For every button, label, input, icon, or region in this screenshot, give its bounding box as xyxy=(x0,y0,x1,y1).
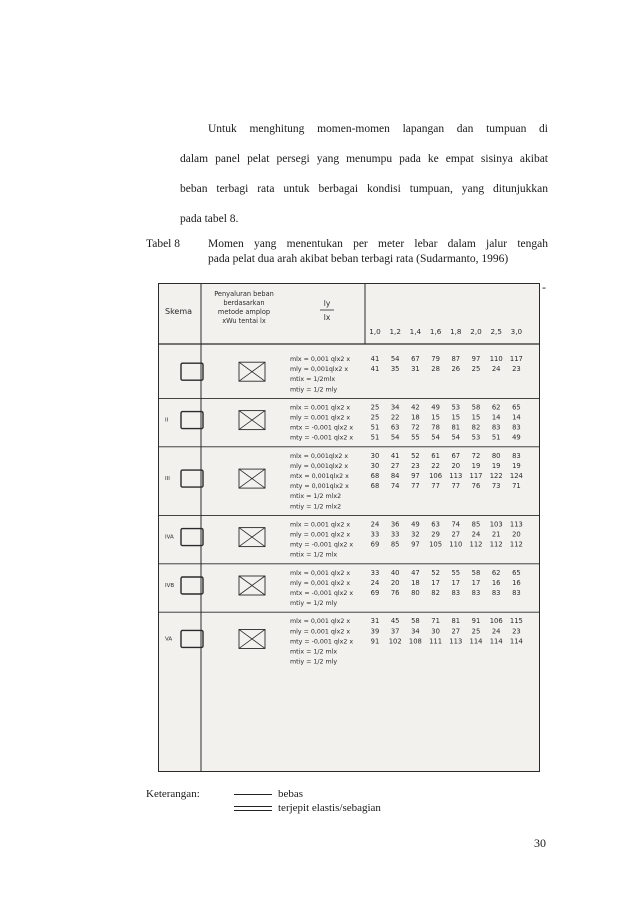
legend-label: Keterangan: xyxy=(146,788,200,800)
table-value: 83 xyxy=(512,423,521,432)
schema-roman-label: III xyxy=(165,476,170,483)
table-value: 58 xyxy=(411,617,420,626)
table-value: 24 xyxy=(370,578,380,587)
table-value: 15 xyxy=(471,413,481,422)
table-value: 81 xyxy=(451,423,461,432)
table-value: 21 xyxy=(491,530,501,539)
formula-text: mtiy = 1/2 mly xyxy=(290,386,338,394)
formula-text: mlx = 0,001 qlx2 x xyxy=(290,618,351,626)
table-value: 55 xyxy=(411,433,420,442)
table-value: 114 xyxy=(469,637,483,646)
table-value: 22 xyxy=(390,413,400,422)
table-value: 14 xyxy=(512,413,521,422)
table-value: 69 xyxy=(370,589,380,597)
table-value: 17 xyxy=(471,578,481,587)
table-value: 51 xyxy=(370,423,380,432)
table-value: 15 xyxy=(451,413,461,422)
table-value: 42 xyxy=(411,403,420,412)
table-value: 26 xyxy=(451,365,461,374)
table-value: 24 xyxy=(491,627,501,636)
table-value: 80 xyxy=(491,451,501,460)
table-value: 17 xyxy=(431,578,440,587)
table-value: 47 xyxy=(411,568,420,577)
table-value: 20 xyxy=(451,461,461,470)
table-value: 30 xyxy=(431,627,440,636)
header-distribution-line: Penyaluran beban xyxy=(214,290,274,298)
table-value: 14 xyxy=(491,413,501,422)
paragraph-line: beban terbagi rata untuk berbagai kondisi tumpuan, yang ditunjukkan xyxy=(180,183,548,195)
table-value: 51 xyxy=(370,433,380,442)
schema-roman-label: VA xyxy=(165,636,173,643)
table-value: 35 xyxy=(390,365,400,374)
panel-sketch xyxy=(181,412,203,429)
formula-text: mlx = 0,001 qlx2 x xyxy=(290,521,351,529)
schema-roman-label: II xyxy=(165,417,169,424)
table-value: 41 xyxy=(370,355,380,363)
table-value: 72 xyxy=(411,423,420,432)
table-value: 80 xyxy=(411,589,420,597)
table-value: 33 xyxy=(370,530,380,539)
formula-text: mty = -0,001 qlx2 x xyxy=(290,638,354,646)
panel-sketch xyxy=(181,470,203,487)
table-value: 73 xyxy=(491,482,501,491)
formula-text: mly = 0,001 qlx2 x xyxy=(290,531,351,539)
table-value: 20 xyxy=(390,578,400,587)
table-value: 49 xyxy=(431,403,440,412)
table-value: 27 xyxy=(451,530,461,539)
table-value: 34 xyxy=(411,627,420,636)
stray-mark: - xyxy=(542,280,546,294)
table-value: 52 xyxy=(411,451,420,460)
table-value: 71 xyxy=(512,482,521,491)
table-value: 84 xyxy=(390,472,400,480)
table-value: 23 xyxy=(512,627,521,636)
header-ratio-value: 1,4 xyxy=(409,327,422,336)
table-caption-line: pada pelat dua arah akibat beban terbagi rata (Sudarmanto, 1996) xyxy=(208,253,509,265)
formula-text: mty = 0,001qlx2 x xyxy=(290,483,349,491)
table-value: 22 xyxy=(431,461,440,470)
table-value: 53 xyxy=(471,433,481,442)
formula-text: mtix = 1/2 mlx xyxy=(290,648,338,656)
table-value: 72 xyxy=(471,451,481,460)
table-value: 30 xyxy=(370,461,380,470)
table-value: 112 xyxy=(469,540,483,549)
table-value: 65 xyxy=(512,403,521,412)
table-value: 58 xyxy=(471,403,481,412)
table-value: 76 xyxy=(390,589,400,597)
formula-text: mtix = 1/2mlx xyxy=(290,376,336,384)
header-ratio-value: 1,2 xyxy=(389,327,401,336)
page-number: 30 xyxy=(534,836,546,850)
table-value: 18 xyxy=(411,413,420,422)
envelope-diagonals xyxy=(239,629,265,648)
table-value: 23 xyxy=(411,461,420,470)
table-value: 97 xyxy=(411,540,420,549)
header-ratio-value: 2,5 xyxy=(490,327,502,336)
panel-sketch xyxy=(181,630,203,647)
legend-item-text: terjepit elastis/sebagian xyxy=(278,802,381,814)
formula-text: mlx = 0,001 qlx2 x xyxy=(290,569,351,577)
table-value: 28 xyxy=(431,365,440,374)
panel-sketch xyxy=(181,363,203,380)
table-value: 77 xyxy=(431,482,440,491)
schema-roman-label: IVA xyxy=(165,534,174,541)
table-value: 63 xyxy=(431,520,440,529)
table-value: 71 xyxy=(431,617,440,626)
table-value: 24 xyxy=(370,520,380,529)
table-value: 19 xyxy=(512,461,521,470)
header-ratio-top: ly xyxy=(323,299,331,308)
table-value: 55 xyxy=(451,568,461,577)
table-value: 114 xyxy=(509,637,523,646)
formula-text: mtx = -0,001 qlx2 x xyxy=(290,590,354,597)
header-schema: Skema xyxy=(165,307,193,316)
table-value: 31 xyxy=(370,617,380,626)
table-caption-label: Tabel 8 xyxy=(146,238,181,250)
table-value: 54 xyxy=(451,433,461,442)
formula-text: mtiy = 1/2 mly xyxy=(290,658,338,666)
formula-text: mly = 0,001 qlx2 x xyxy=(290,579,351,587)
table-value: 65 xyxy=(512,568,521,577)
table-value: 83 xyxy=(471,589,481,597)
formula-text: mlx = 0,001 qlx2 x xyxy=(290,404,351,412)
table-value: 83 xyxy=(512,451,521,460)
table-value: 23 xyxy=(512,365,521,374)
paragraph-line: dalam panel pelat persegi yang menumpu pada ke empat sisinya akibat xyxy=(180,153,548,165)
table-value: 20 xyxy=(512,530,521,539)
table-value: 91 xyxy=(471,617,481,626)
table-value: 17 xyxy=(451,578,461,587)
table-value: 61 xyxy=(431,451,440,460)
table-value: 97 xyxy=(411,472,420,480)
table-value: 58 xyxy=(471,568,481,577)
table-value: 83 xyxy=(512,589,521,597)
table-value: 82 xyxy=(431,589,440,597)
table-value: 108 xyxy=(408,637,422,646)
header-ratio-value: 1,6 xyxy=(429,327,442,336)
formula-text: mly = 0,001qlx2 x xyxy=(290,366,349,374)
table-value: 25 xyxy=(370,403,380,412)
header-ratio-value: 1,8 xyxy=(450,327,462,336)
table-value: 54 xyxy=(390,433,400,442)
table-value: 91 xyxy=(370,637,380,646)
table-value: 32 xyxy=(411,530,420,539)
header-distribution-line: xWu tentai lx xyxy=(222,317,266,325)
table-value: 74 xyxy=(390,482,400,491)
table-value: 18 xyxy=(411,578,420,587)
table-value: 31 xyxy=(411,365,420,374)
table-value: 106 xyxy=(429,472,443,480)
schema-roman-label: IVB xyxy=(165,583,175,589)
table-value: 16 xyxy=(512,578,521,587)
moment-table-svg xyxy=(159,284,539,771)
table-value: 85 xyxy=(390,540,400,549)
table-value: 77 xyxy=(411,482,420,491)
table-value: 45 xyxy=(390,617,400,626)
table-value: 106 xyxy=(489,617,503,626)
double-line-symbol xyxy=(234,806,272,811)
table-value: 85 xyxy=(471,520,481,529)
table-value: 49 xyxy=(411,520,420,529)
table-value: 83 xyxy=(491,589,501,597)
table-value: 19 xyxy=(491,461,501,470)
formula-text: mly = 0,001 qlx2 x xyxy=(290,628,351,636)
table-value: 24 xyxy=(471,530,481,539)
envelope-diagonals xyxy=(239,528,265,547)
panel-sketch xyxy=(181,529,203,546)
table-value: 40 xyxy=(390,568,400,577)
table-value: 69 xyxy=(370,540,380,549)
table-value: 83 xyxy=(451,589,461,597)
envelope-diagonals xyxy=(239,411,265,430)
header-distribution-line: berdasarkan xyxy=(223,299,265,307)
table-value: 77 xyxy=(451,482,461,491)
scanned-moment-table xyxy=(158,283,540,772)
table-value: 25 xyxy=(370,413,380,422)
table-value: 102 xyxy=(388,637,402,646)
table-value: 113 xyxy=(509,520,523,529)
formula-text: mtix = 1/2 mlx2 xyxy=(290,493,342,501)
table-value: 115 xyxy=(509,617,523,626)
table-value: 112 xyxy=(489,540,503,549)
formula-text: mlx = 0,001qlx2 x xyxy=(290,452,349,460)
table-value: 54 xyxy=(390,355,400,363)
table-value: 111 xyxy=(429,637,443,646)
table-caption-line: Momen yang menentukan per meter lebar dalam jalur tengah xyxy=(208,238,548,250)
table-value: 36 xyxy=(390,520,400,529)
table-value: 41 xyxy=(370,365,380,374)
table-value: 62 xyxy=(491,403,501,412)
formula-text: mtiy = 1/2 mlx2 xyxy=(290,503,342,511)
table-value: 16 xyxy=(491,578,501,587)
table-value: 114 xyxy=(489,637,503,646)
table-value: 33 xyxy=(370,568,380,577)
formula-text: mty = -0,001 qlx2 x xyxy=(290,434,354,442)
table-value: 124 xyxy=(509,472,523,480)
table-value: 76 xyxy=(471,482,481,491)
table-value: 74 xyxy=(451,520,461,529)
table-value: 110 xyxy=(449,540,463,549)
table-value: 117 xyxy=(469,472,483,480)
table-value: 83 xyxy=(491,423,501,432)
panel-sketch xyxy=(181,577,203,594)
table-caption-text xyxy=(208,237,548,267)
header-ratio-value: 1,0 xyxy=(369,327,381,336)
header-ratio-value: 2,0 xyxy=(470,327,482,336)
envelope-diagonals xyxy=(239,362,265,381)
table-value: 53 xyxy=(451,403,461,412)
table-value: 117 xyxy=(509,355,523,363)
table-value: 79 xyxy=(431,355,440,363)
table-value: 78 xyxy=(431,423,440,432)
table-value: 113 xyxy=(449,637,463,646)
table-value: 68 xyxy=(370,472,380,480)
table-value: 33 xyxy=(390,530,400,539)
formula-text: mlx = 0,001 qlx2 x xyxy=(290,356,351,363)
table-value: 81 xyxy=(451,617,461,626)
formula-text: mly = 0,001qlx2 x xyxy=(290,462,349,470)
table-value: 27 xyxy=(390,461,400,470)
table-value: 112 xyxy=(509,540,523,549)
paragraph-line: Untuk menghitung momen-momen lapangan dan tumpuan di xyxy=(208,123,548,135)
table-value: 39 xyxy=(370,627,380,636)
table-value: 30 xyxy=(370,451,380,460)
header-ratio-value: 3,0 xyxy=(510,327,523,336)
formula-text: mtiy = 1/2 mly xyxy=(290,600,338,608)
formula-text: mtx = -0,001 qlx2 x xyxy=(290,424,354,432)
table-value: 29 xyxy=(431,530,440,539)
table-value: 110 xyxy=(489,355,503,363)
table-value: 54 xyxy=(431,433,440,442)
table-value: 97 xyxy=(471,355,481,363)
paragraph-line: pada tabel 8. xyxy=(180,213,239,225)
table-value: 87 xyxy=(451,355,461,363)
table-value: 37 xyxy=(390,627,400,636)
formula-text: mtx = 0,001qlx2 x xyxy=(290,473,349,480)
table-value: 113 xyxy=(449,472,463,480)
table-value: 67 xyxy=(411,355,420,363)
table-value: 105 xyxy=(429,540,443,549)
table-value: 15 xyxy=(431,413,440,422)
header-ratio-bottom: lx xyxy=(323,313,331,322)
table-value: 19 xyxy=(471,461,481,470)
legend-item-text: bebas xyxy=(278,788,304,800)
header-distribution-line: metode amplop xyxy=(217,308,271,316)
table-value: 52 xyxy=(431,568,440,577)
envelope-diagonals xyxy=(239,469,265,488)
table-value: 27 xyxy=(451,627,461,636)
table-value: 122 xyxy=(489,472,503,480)
table-value: 51 xyxy=(491,433,501,442)
table-value: 67 xyxy=(451,451,461,460)
table-value: 68 xyxy=(370,482,380,491)
table-value: 82 xyxy=(471,423,481,432)
formula-text: mty = -0,001 qlx2 x xyxy=(290,541,354,549)
single-line-symbol xyxy=(234,794,272,795)
table-value: 24 xyxy=(491,365,501,374)
table-value: 63 xyxy=(390,423,400,432)
formula-text: mtix = 1/2 mlx xyxy=(290,551,338,559)
table-value: 25 xyxy=(471,365,481,374)
table-value: 25 xyxy=(471,627,481,636)
table-value: 49 xyxy=(512,433,521,442)
envelope-diagonals xyxy=(239,576,265,595)
table-value: 103 xyxy=(489,520,503,529)
formula-text: mly = 0,001 qlx2 x xyxy=(290,414,351,422)
table-value: 41 xyxy=(390,451,400,460)
table-value: 34 xyxy=(390,403,400,412)
table-value: 62 xyxy=(491,568,501,577)
